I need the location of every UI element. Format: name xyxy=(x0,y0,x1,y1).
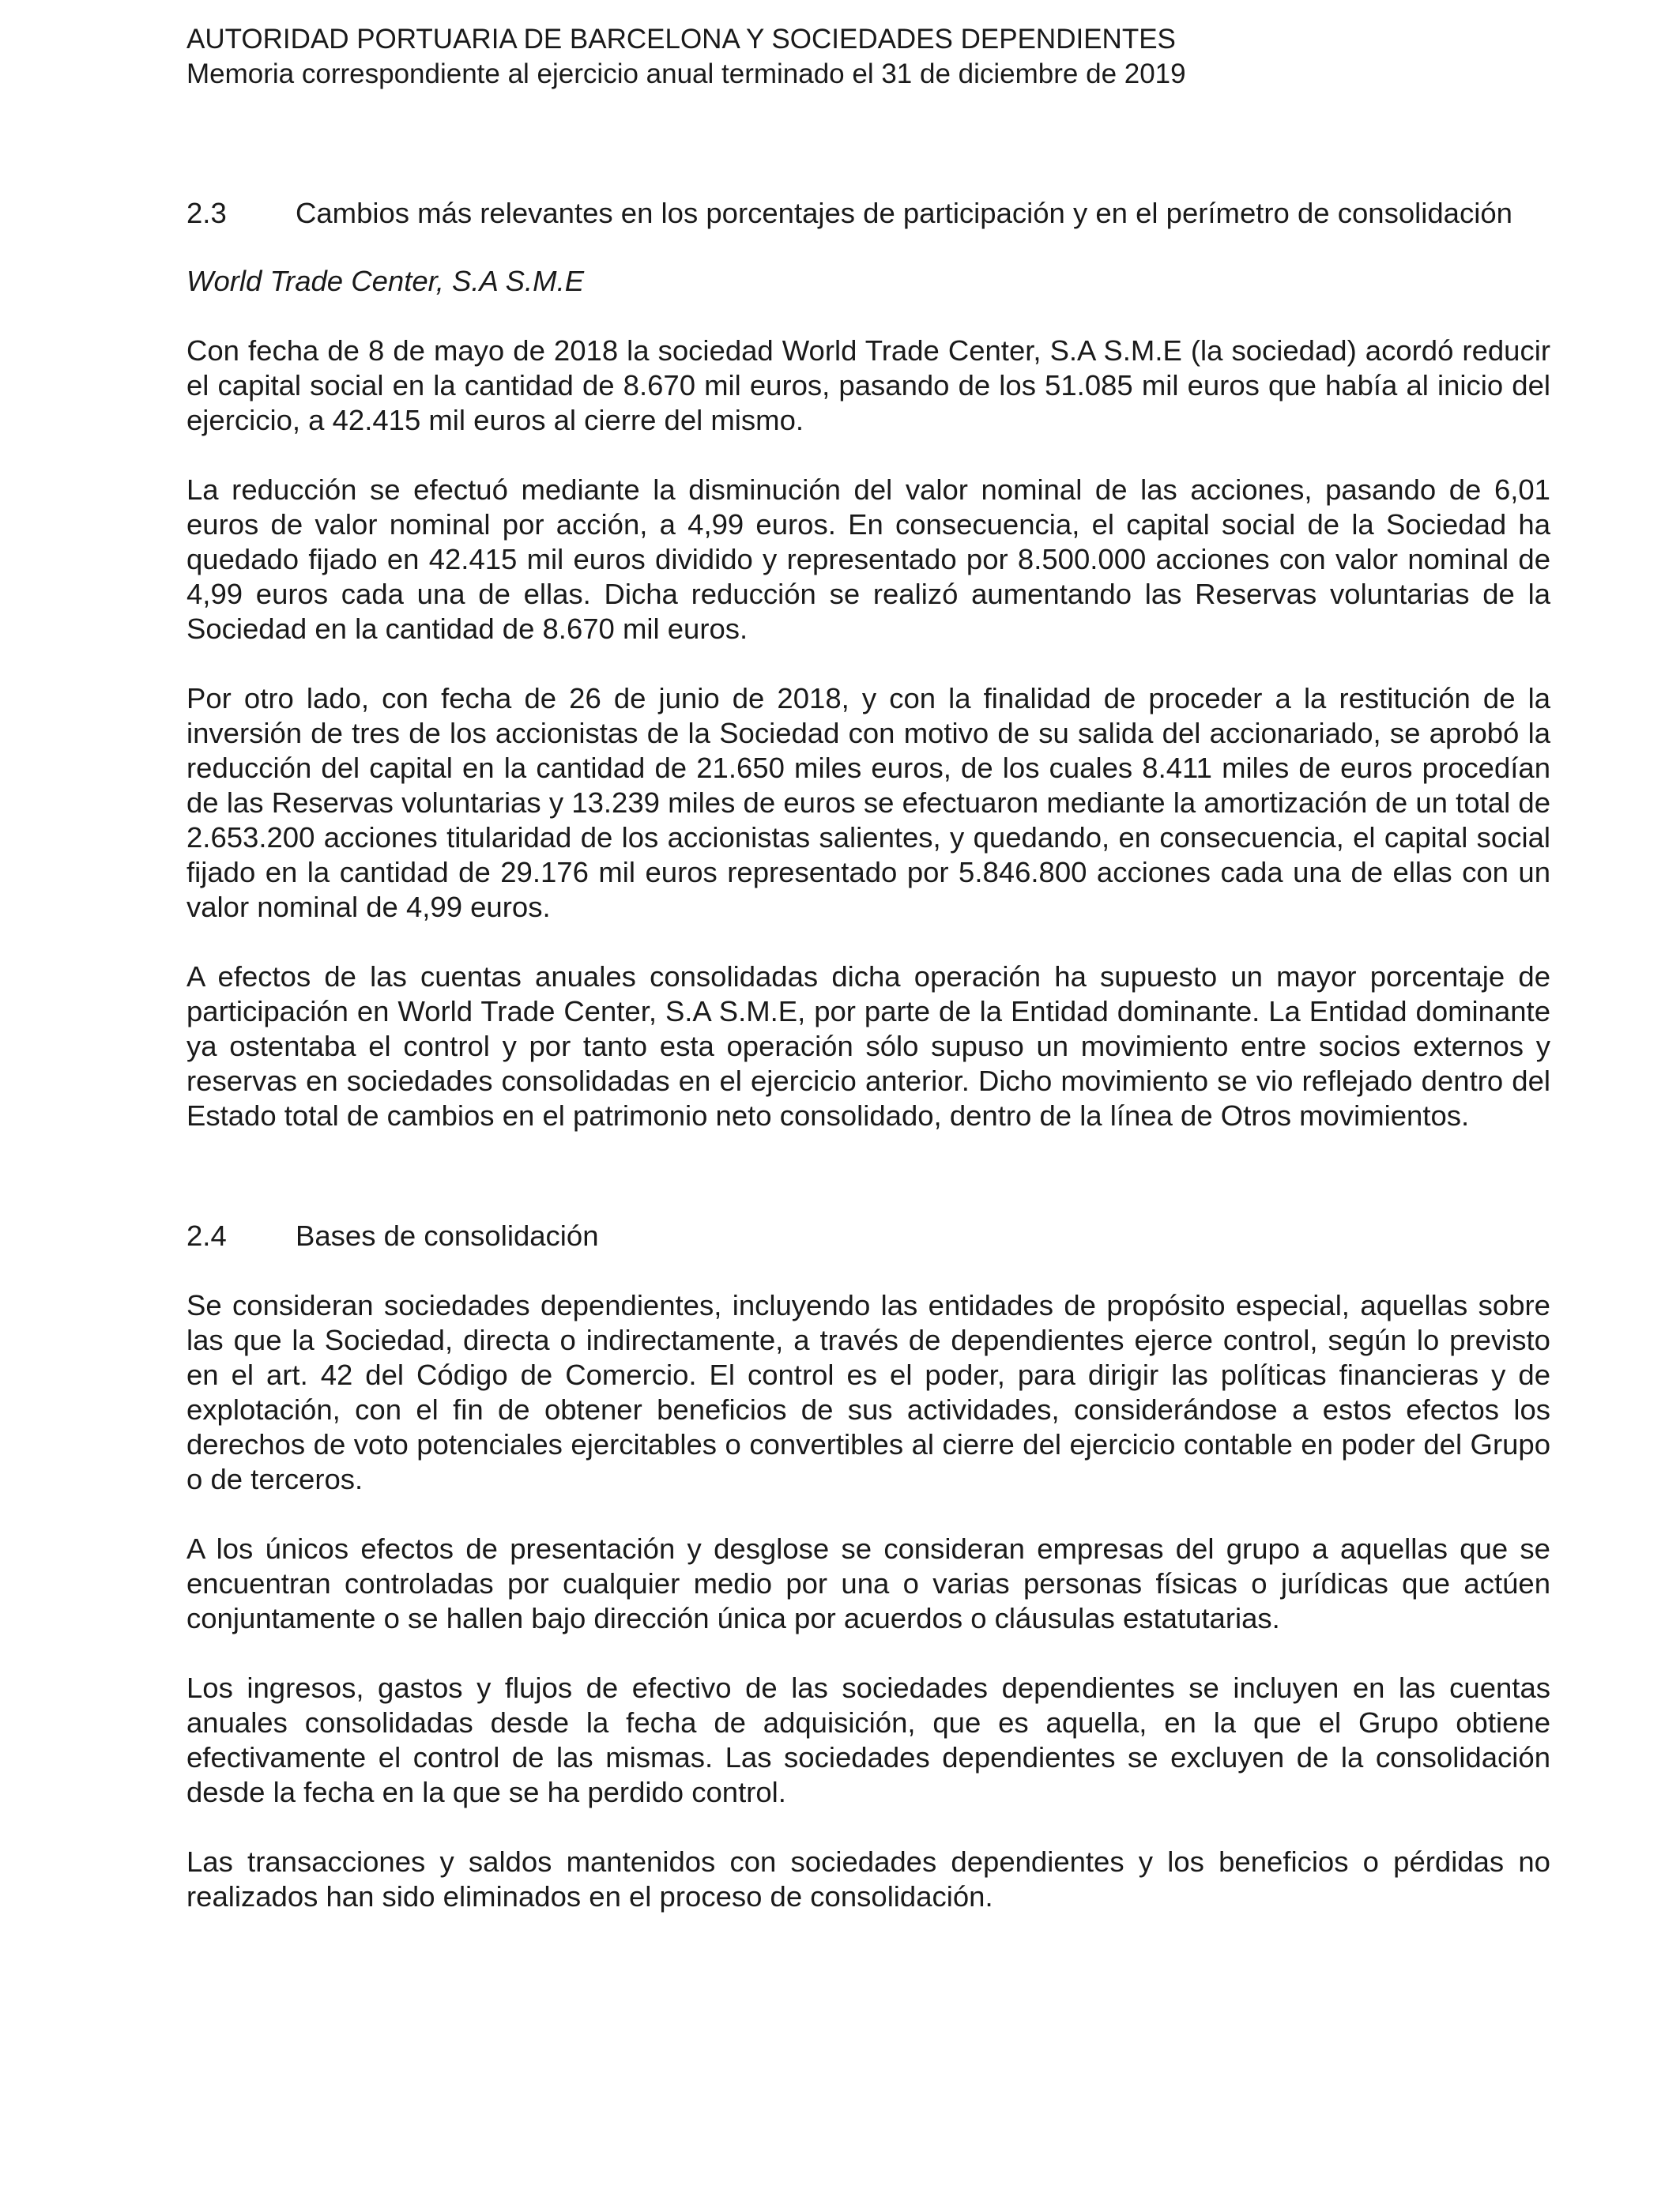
paragraph: Se consideran sociedades dependientes, incluyendo las entidades de propósito especial, aquellas sobre las que la Sociedad, directa o indirectamente, a través de dependientes ejerce control, según lo previsto en el art. 42 del Código de Comercio. El control es el poder, para dirigir las políticas financieras y de explotación, con el fin de obtener beneficios de sus actividades, considerándose a estos efectos los derechos de voto potenciales ejercitables o convertibles al cierre del ejercicio contable en poder del Grupo o de terceros. xyxy=(186,1289,1550,1495)
section-title: Cambios más relevantes en los porcentajes de participación y en el perímetro de consolidación xyxy=(296,197,1512,229)
section-heading-2-3 xyxy=(186,196,1550,231)
paragraph: A efectos de las cuentas anuales consolidadas dicha operación ha supuesto un mayor porcentaje de participación en World Trade Center, S.A S.M.E, por parte de la Entidad dominante. La Entidad dominante ya ostentaba el control y por tanto esta operación sólo supuso un movimiento entre socios externos y reservas en sociedades consolidadas en el ejercicio anterior. Dicho movimiento se vio reflejado dentro del Estado total de cambios en el patrimonio neto consolidado, dentro de la línea de Otros movimientos. xyxy=(186,960,1550,1132)
paragraph: Con fecha de 8 de mayo de 2018 la sociedad World Trade Center, S.A S.M.E (la sociedad) acordó reducir el capital social en la cantidad de 8.670 mil euros, pasando de los 51.085 mil euros que había al inicio del ejercicio, a 42.415 mil euros al cierre del mismo. xyxy=(186,334,1550,436)
header-title: AUTORIDAD PORTUARIA DE BARCELONA Y SOCIEDADES DEPENDIENTES xyxy=(186,24,1176,55)
company-subheading: World Trade Center, S.A S.M.E xyxy=(186,265,585,297)
section-number: 2.4 xyxy=(186,1220,227,1252)
paragraph: Los ingresos, gastos y flujos de efectivo de las sociedades dependientes se incluyen en las cuentas anuales consolidadas desde la fecha de adquisición, que es aquella, en la que el Grupo obtiene efectivamente el control de las mismas. Las sociedades dependientes se excluyen de la consolidación desde la fecha en la que se ha perdido control. xyxy=(186,1672,1550,1808)
header-subtitle: Memoria correspondiente al ejercicio anual terminado el 31 de diciembre de 2019 xyxy=(186,58,1186,89)
document-body xyxy=(186,196,1550,1914)
section-title: Bases de consolidación xyxy=(296,1220,599,1252)
section-number: 2.3 xyxy=(186,197,227,229)
paragraph: A los únicos efectos de presentación y desglose se consideran empresas del grupo a aquellas que se encuentran controladas por cualquier medio por una o varias personas físicas o jurídicas que actúen conjuntamente o se hallen bajo dirección única por acuerdos o cláusulas estatutarias. xyxy=(186,1532,1550,1634)
section-heading-2-4 xyxy=(186,1219,1550,1253)
paragraph: Las transacciones y saldos mantenidos con sociedades dependientes y los beneficios o pérdidas no realizados han sido eliminados en el proceso de consolidación. xyxy=(186,1845,1550,1913)
paragraph: Por otro lado, con fecha de 26 de junio de 2018, y con la finalidad de proceder a la restitución de la inversión de tres de los accionistas de la Sociedad con motivo de su salida del accionariado, se aprobó la reducción del capital en la cantidad de 21.650 miles euros, de los cuales 8.411 miles de euros procedían de las Reservas voluntarias y 13.239 miles de euros se efectuaron mediante la amortización de un total de 2.653.200 acciones titularidad de los accionistas salientes, y quedando, en consecuencia, el capital social fijado en la cantidad de 29.176 mil euros representado por 5.846.800 acciones cada una de ellas con un valor nominal de 4,99 euros. xyxy=(186,682,1550,923)
paragraph: La reducción se efectuó mediante la disminución del valor nominal de las acciones, pasando de 6,01 euros de valor nominal por acción, a 4,99 euros. En consecuencia, el capital social de la Sociedad ha quedado fijado en 42.415 mil euros dividido y representado por 8.500.000 acciones con valor nominal de 4,99 euros cada una de ellas. Dicha reducción se realizó aumentando las Reservas voluntarias de la Sociedad en la cantidad de 8.670 mil euros. xyxy=(186,473,1550,645)
page-header xyxy=(186,22,1561,92)
